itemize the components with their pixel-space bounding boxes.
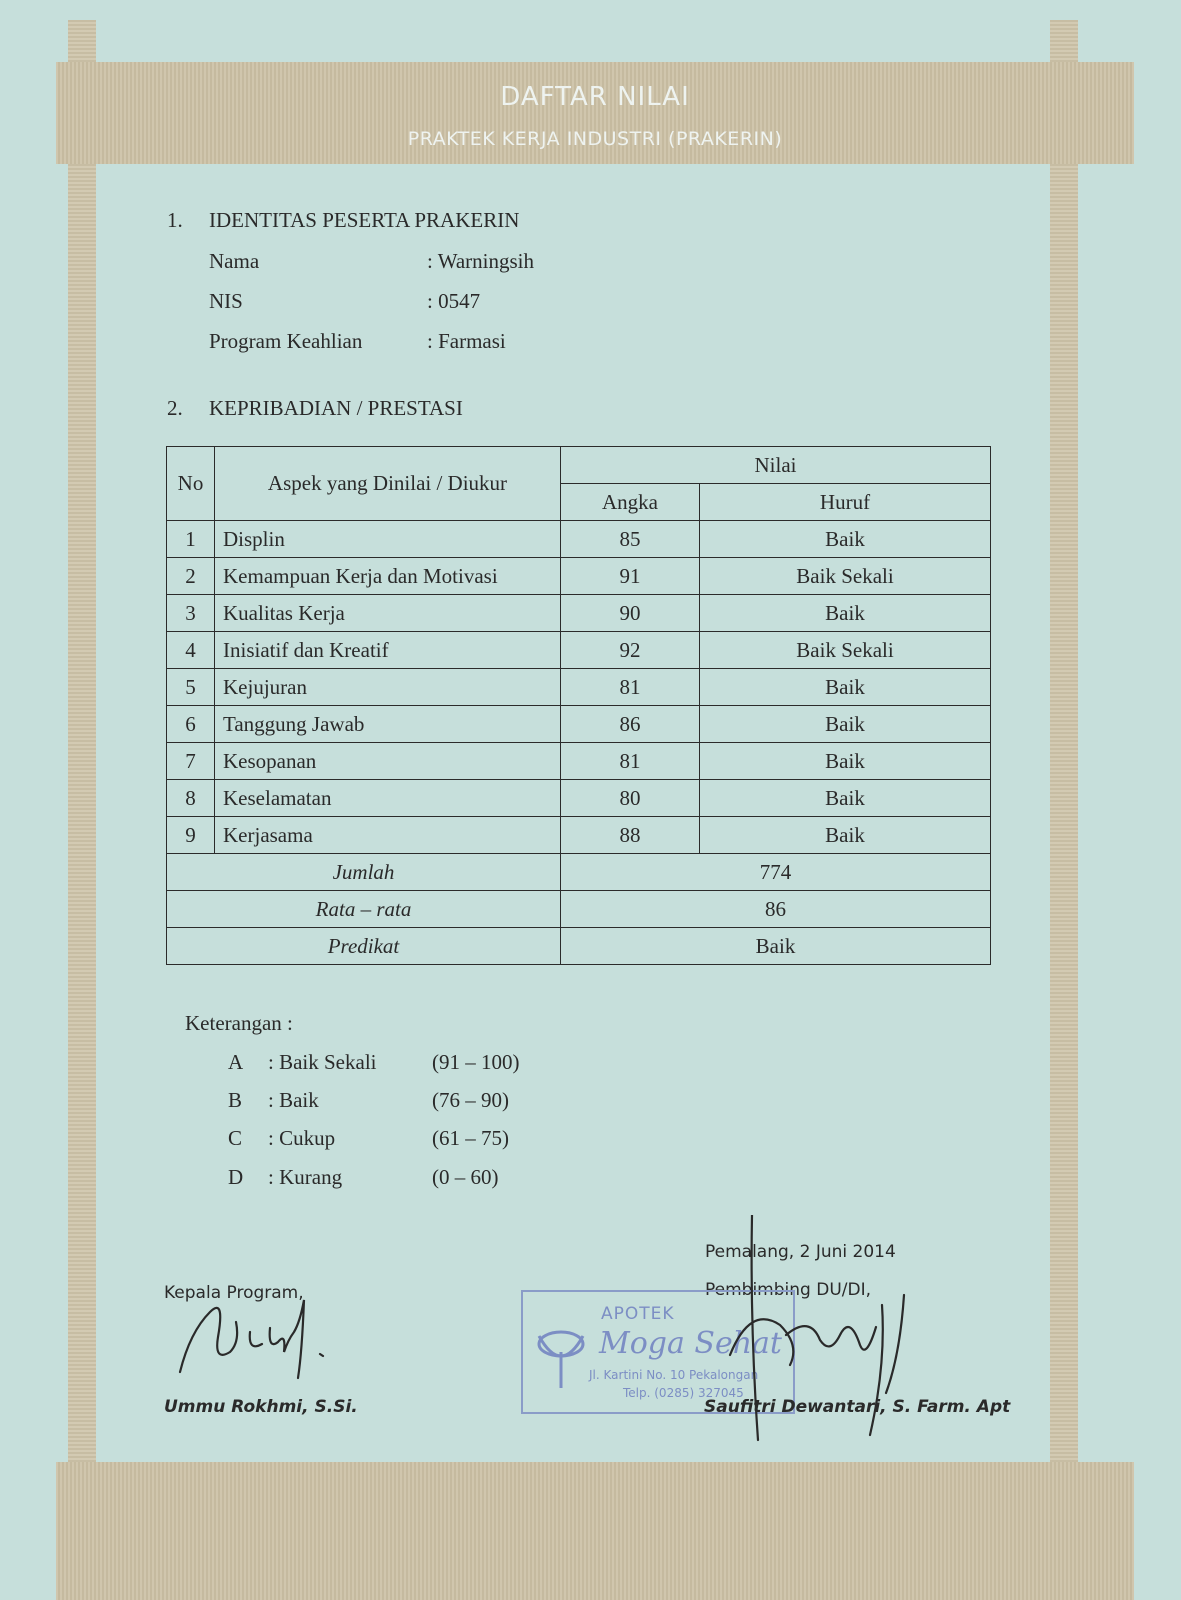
- cell-no: 9: [167, 817, 215, 854]
- cell-no: 7: [167, 743, 215, 780]
- table-row: [167, 521, 991, 558]
- cell-angka: 88: [561, 817, 700, 854]
- legend-grade: B: [228, 1088, 243, 1112]
- cell-huruf: Baik: [700, 780, 991, 817]
- cell-angka: 81: [561, 743, 700, 780]
- cell-huruf: Baik: [700, 595, 991, 632]
- cell-aspek: Kualitas Kerja: [215, 595, 561, 632]
- table-row: [167, 632, 991, 669]
- cell-no: 1: [167, 521, 215, 558]
- average-label: Rata – rata: [167, 891, 561, 928]
- identity-label: NIS: [209, 289, 243, 313]
- cell-no: 6: [167, 706, 215, 743]
- stamp-address: Jl. Kartini No. 10 Pekalongan: [589, 1368, 759, 1382]
- table-row: [167, 595, 991, 632]
- cell-huruf: Baik: [700, 743, 991, 780]
- header-no: No: [167, 447, 215, 521]
- table-header-row: [167, 447, 991, 484]
- cell-huruf: Baik: [700, 521, 991, 558]
- cell-no: 8: [167, 780, 215, 817]
- cell-aspek: Kemampuan Kerja dan Motivasi: [215, 558, 561, 595]
- header-huruf: Huruf: [700, 484, 991, 521]
- right-signer-name: Saufitri Dewantari, S. Farm. Apt: [704, 1397, 1011, 1417]
- cell-huruf: Baik Sekali: [700, 558, 991, 595]
- cell-aspek: Keselamatan: [215, 780, 561, 817]
- cell-huruf: Baik: [700, 706, 991, 743]
- stamp-phone: Telp. (0285) 327045: [623, 1386, 744, 1400]
- cell-aspek: Kejujuran: [215, 669, 561, 706]
- cell-huruf: Baik: [700, 669, 991, 706]
- legend-label: Keterangan :: [185, 1011, 293, 1035]
- identity-label: Program Keahlian: [209, 329, 363, 353]
- cell-no: 4: [167, 632, 215, 669]
- caduceus-icon: [529, 1306, 599, 1396]
- identity-value: : Farmasi: [427, 329, 506, 353]
- legend-grade: A: [228, 1050, 244, 1074]
- stamp-name: Moga Sehat: [599, 1326, 782, 1361]
- cell-angka: 85: [561, 521, 700, 558]
- table-row: [167, 743, 991, 780]
- cell-no: 3: [167, 595, 215, 632]
- cell-aspek: Kerjasama: [215, 817, 561, 854]
- average-row: [167, 891, 991, 928]
- header-aspek: Aspek yang Dinilai / Diukur: [215, 447, 561, 521]
- legend-range: (91 – 100): [432, 1050, 520, 1074]
- left-signer-name: Ummu Rokhmi, S.Si.: [164, 1397, 358, 1417]
- table-row: [167, 780, 991, 817]
- cell-angka: 80: [561, 780, 700, 817]
- grades-table: [166, 446, 991, 965]
- average-value: 86: [561, 891, 991, 928]
- section-title: KEPRIBADIAN / PRESTASI: [209, 396, 463, 420]
- header-angka: Angka: [561, 484, 700, 521]
- predicate-label: Predikat: [167, 928, 561, 965]
- identity-value: : 0547: [427, 289, 481, 313]
- predicate-value: Baik: [561, 928, 991, 965]
- table-row: [167, 706, 991, 743]
- left-signer-role: Kepala Program,: [164, 1283, 304, 1303]
- table-row: [167, 817, 991, 854]
- total-label: Jumlah: [167, 854, 561, 891]
- cell-aspek: Inisiatif dan Kreatif: [215, 632, 561, 669]
- left-signature: [170, 1292, 350, 1382]
- place-date: Pemalang, 2 Juni 2014: [705, 1242, 896, 1262]
- page-title: DAFTAR NILAI: [500, 82, 690, 112]
- cell-no: 2: [167, 558, 215, 595]
- cell-angka: 92: [561, 632, 700, 669]
- stamp-title: APOTEK: [601, 1304, 675, 1324]
- cell-aspek: Displin: [215, 521, 561, 558]
- page-subtitle: PRAKTEK KERJA INDUSTRI (PRAKERIN): [407, 128, 783, 150]
- identity-label: Nama: [209, 249, 260, 273]
- predicate-row: [167, 928, 991, 965]
- cell-aspek: Kesopanan: [215, 743, 561, 780]
- section-number: 2.: [167, 396, 183, 420]
- header-nilai: Nilai: [561, 447, 991, 484]
- identity-value: : Warningsih: [427, 249, 534, 273]
- cell-no: 5: [167, 669, 215, 706]
- cell-huruf: Baik: [700, 817, 991, 854]
- right-signer-role: Pembimbing DU/DI,: [705, 1280, 871, 1300]
- legend-range: (61 – 75): [432, 1126, 509, 1150]
- table-row: [167, 669, 991, 706]
- legend-desc: : Kurang: [268, 1165, 343, 1189]
- legend-desc: : Baik: [268, 1088, 319, 1112]
- legend-range: (0 – 60): [432, 1165, 499, 1189]
- legend-desc: : Baik Sekali: [268, 1050, 377, 1074]
- legend-grade: C: [228, 1126, 243, 1150]
- table-row: [167, 558, 991, 595]
- cell-angka: 90: [561, 595, 700, 632]
- legend-range: (76 – 90): [432, 1088, 509, 1112]
- legend-grade: D: [228, 1165, 244, 1189]
- footer-band: [56, 1462, 1134, 1600]
- left-decorative-band: [68, 20, 96, 1600]
- cell-angka: 86: [561, 706, 700, 743]
- section-number: 1.: [167, 208, 183, 232]
- section-title: IDENTITAS PESERTA PRAKERIN: [209, 208, 520, 232]
- right-decorative-band: [1050, 20, 1078, 1600]
- total-value: 774: [561, 854, 991, 891]
- cell-huruf: Baik Sekali: [700, 632, 991, 669]
- cell-aspek: Tanggung Jawab: [215, 706, 561, 743]
- total-row: [167, 854, 991, 891]
- cell-angka: 91: [561, 558, 700, 595]
- legend-desc: : Cukup: [268, 1126, 336, 1150]
- cell-angka: 81: [561, 669, 700, 706]
